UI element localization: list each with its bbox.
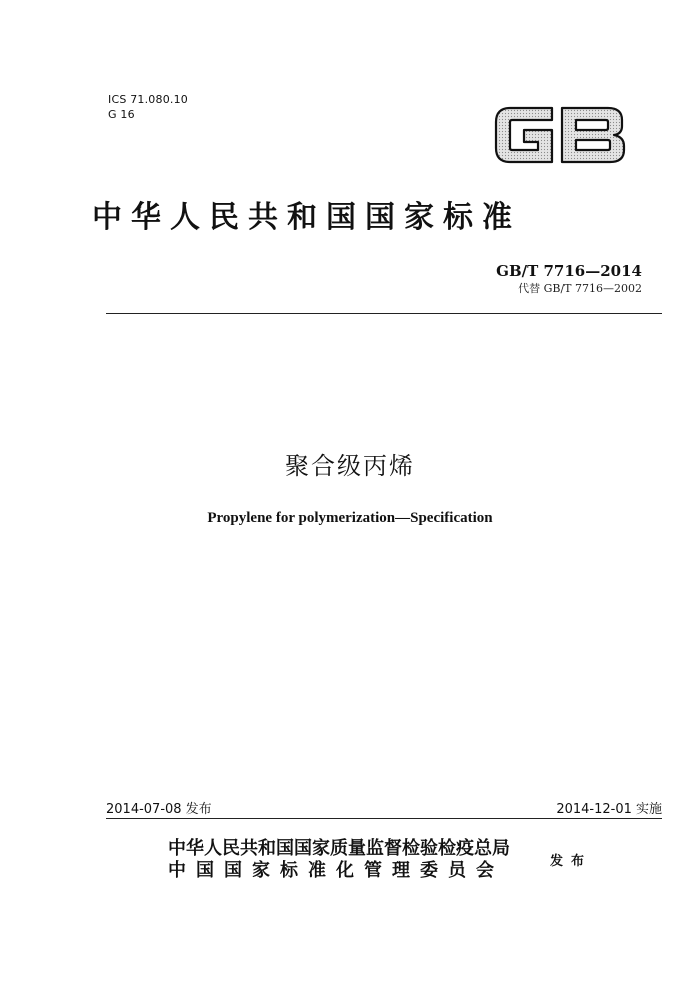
implementation-date: 2014-12-01 实施 [556, 802, 662, 817]
ccs-code: G 16 [108, 108, 135, 121]
gb-logo [492, 100, 628, 170]
replaces-standard: 代替 GB/T 7716—2002 [518, 282, 642, 295]
standard-number: GB/T 7716—2014 [496, 262, 642, 280]
footer-divider [106, 818, 662, 819]
issuing-authorities [168, 838, 510, 882]
issue-date: 2014-07-08 发布 [106, 802, 212, 817]
authority-aqsiq: 中华人民共和国国家质量监督检验检疫总局 [168, 838, 510, 859]
header-divider [106, 313, 662, 314]
authority-sac: 中国国家标准化管理委员会 [168, 860, 504, 881]
classification-codes [108, 92, 188, 122]
document-title-english: Propylene for polymerization—Specification [207, 510, 493, 526]
ics-code: ICS 71.080.10 [108, 93, 188, 106]
publish-label: 发布 [550, 854, 593, 869]
standard-type-title: 中华人民共和国国家标准 [92, 200, 521, 235]
document-title-chinese: 聚合级丙烯 [285, 452, 415, 480]
